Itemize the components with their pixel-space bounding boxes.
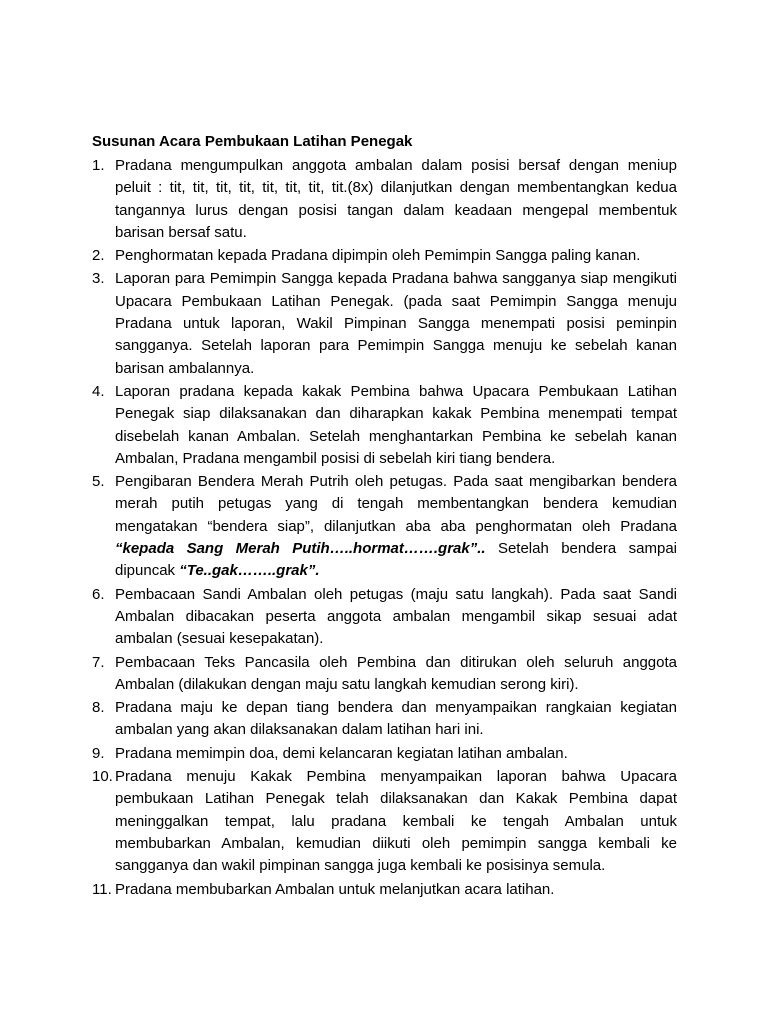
item-number: 5. [92,473,105,491]
document-title: Susunan Acara Pembukaan Latihan Penegak [92,133,413,150]
item-number: 10. [92,768,113,786]
list-item [92,652,677,697]
item-text: Pradana maju ke depan tiang bendera dan menyampaikan rangkaian kegiatan ambalan yang akan dilaksanakan dalam latihan hari ini. [115,699,677,739]
list-item [92,471,677,582]
item-text: Pradana memimpin doa, demi kelancaran kegiatan latihan ambalan. [115,744,568,762]
item-text: Pembacaan Sandi Ambalan oleh petugas (maju satu langkah). Pada saat Sandi Ambalan dibacakan peserta anggota ambalan mengambil sikap sesuai adat ambalan (sesuai kesepakatan). [115,585,677,648]
list-item [92,879,677,901]
item-text: Pradana mengumpulkan anggota ambalan dalam posisi bersaf dengan meniup peluit : tit, tit, tit, tit, tit, tit, tit, tit.(8x) dilanjutkan dengan membentangkan kedua tangannya lurus dengan posisi tangan dalam keadaan mengepal membentuk barisan bersaf satu. [115,157,677,241]
item-text: Pembacaan Teks Pancasila oleh Pembina dan ditirukan oleh seluruh anggota Ambalan (dilakukan dengan maju satu langkah kemudian serong kiri). [115,653,677,693]
item-emphasis: “kepada Sang Merah Putih…..hormat…….grak”.. [115,540,486,558]
item-number: 1. [92,157,105,174]
item-number: 6. [92,585,105,603]
item-text: Penghormatan kepada Pradana dipimpin oleh Pemimpin Sangga paling kanan. [115,247,641,265]
list-item [92,245,677,267]
list-item [92,697,677,742]
item-text: Laporan pradana kepada kakak Pembina bahwa Upacara Pembukaan Latihan Penegak siap dilaksanakan dan diharapkan kakak Pembina menempati tempat disebelah kanan Ambalan. Setelah menghantarkan Pembina ke sebelah kanan Ambalan, Pradana mengambil posisi di sebelah kiri tiang bendera. [115,382,677,467]
list-item [92,381,677,470]
list-item [92,584,677,651]
item-number: 2. [92,247,105,265]
list-item [92,766,677,877]
item-number: 7. [92,653,105,671]
item-text: Pradana membubarkan Ambalan untuk melanjutkan acara latihan. [115,880,555,898]
item-number: 8. [92,699,105,717]
list-item [92,268,677,379]
item-text: Setelah bendera sampai dipuncak [115,540,677,580]
item-text: Laporan para Pemimpin Sangga kepada Pradana bahwa sangganya siap mengikuti Upacara Pembukaan Latihan Penegak. (pada saat Pemimpin Sangga menuju Pradana untuk laporan, Wakil Pimpinan Sangga menempati posisi peminpin sangganya. Setelah laporan para Pemimpin Sangga menuju ke sebelah kanan barisan ambalannya. [115,270,677,377]
item-emphasis: “Te..gak……..grak”. [179,562,320,580]
item-number: 4. [92,382,105,400]
item-number: 11. [92,880,112,898]
document-page [92,131,677,902]
item-number: 9. [92,744,105,762]
list-item [92,743,677,765]
item-number: 3. [92,270,105,288]
list-item [92,155,677,244]
agenda-list [92,155,677,901]
item-text: Pradana menuju Kakak Pembina menyampaikan laporan bahwa Upacara pembukaan Latihan Penegak telah dilaksanakan dan Kakak Pembina dapat meninggalkan tempat, lalu pradana kembali ke tengah Ambalan untuk membubarkan Ambalan, kemudian diikuti oleh pemimpin sangga kembali ke sangganya dan wakil pimpinan sangga juga kembali ke posisinya semula. [115,768,677,875]
item-text: Pengibaran Bendera Merah Putrih oleh petugas. Pada saat mengibarkan bendera merah putih petugas yang di tengah membentangkan bendera kemudian mengatakan “bendera siap”, dilanjutkan aba aba penghormatan oleh Pradana [115,473,677,535]
